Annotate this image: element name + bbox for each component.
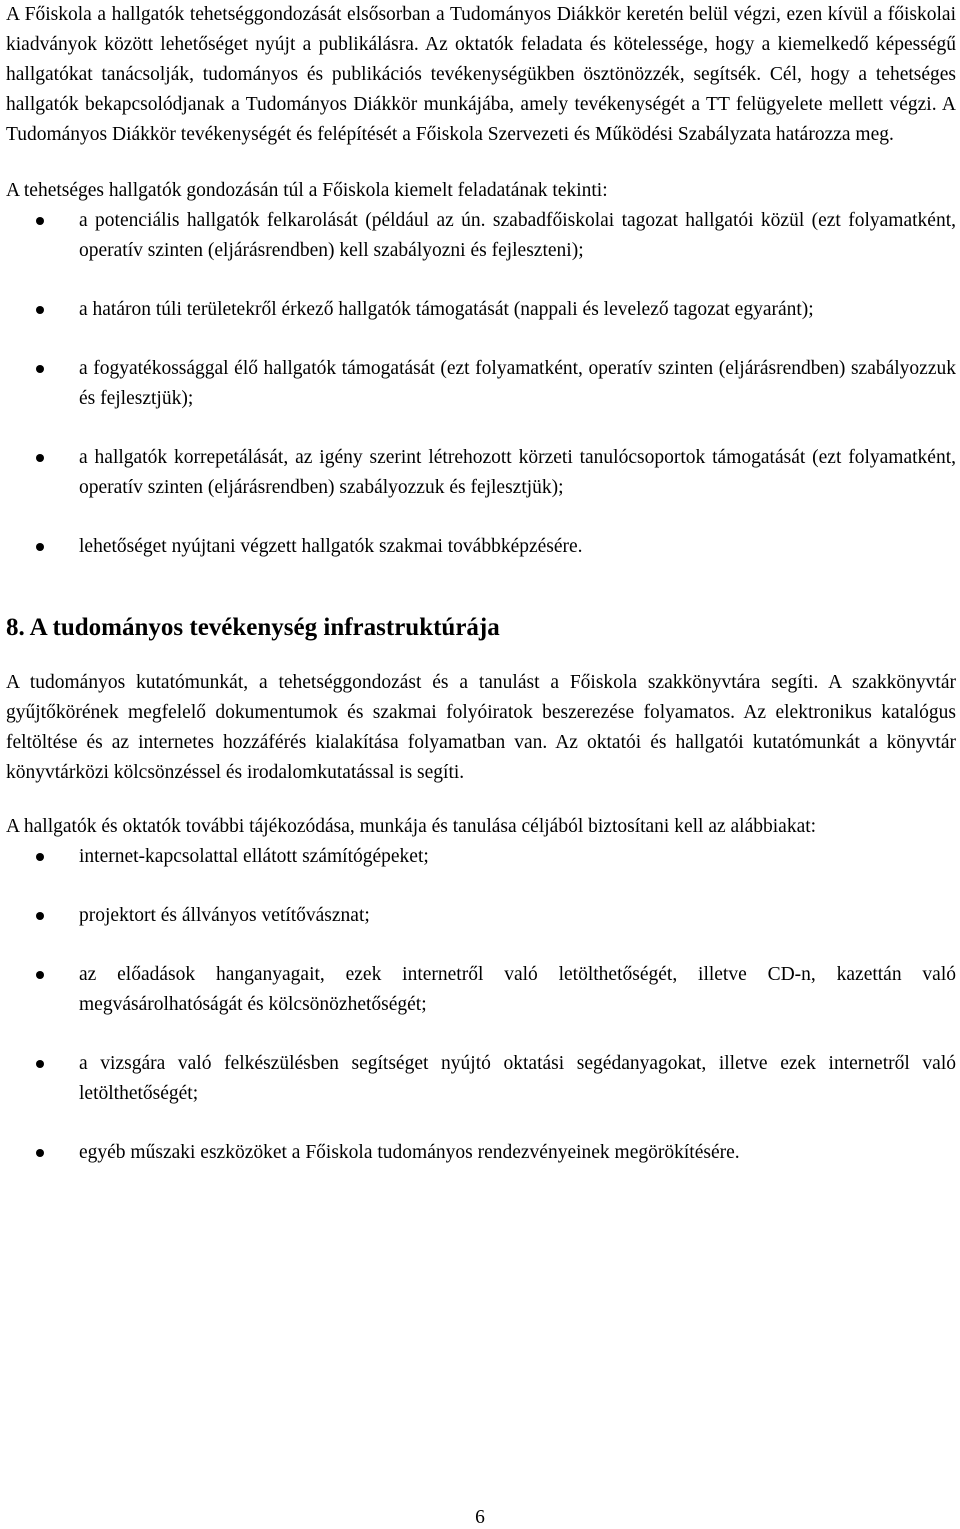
list-item-text: internet-kapcsolattal ellátott számítógépeket; xyxy=(79,846,429,867)
list-item-text: egyéb műszaki eszközöket a Főiskola tudományos rendezvényeinek megörökítésére. xyxy=(79,1142,740,1163)
list-item-text: a potenciális hallgatók felkarolását (például az ún. szabadfőiskolai tagozat hallgatói közül (ezt folyamatként, operatív szinten (eljárásrendben) kell szabályozni és fejleszteni); xyxy=(79,210,956,261)
list-item xyxy=(6,1138,956,1168)
list-item-text: a hallgatók korrepetálását, az igény szerint létrehozott körzeti tanulócsoportok támogatását (ezt folyamatként, operatív szinten (eljárásrendben) szabályozzuk és fejlesztjük); xyxy=(79,447,956,498)
document-page xyxy=(6,0,956,1168)
bullet-icon xyxy=(36,217,44,225)
list-item xyxy=(6,354,956,414)
bullet-icon xyxy=(36,543,44,551)
page-number: 6 xyxy=(475,1507,485,1528)
list-item xyxy=(6,842,956,872)
list-item-text: projektort és állványos vetítővásznat; xyxy=(79,905,370,926)
bullet-icon xyxy=(36,454,44,462)
bullet-icon xyxy=(36,912,44,920)
bullet-icon xyxy=(36,306,44,314)
bullet-icon xyxy=(36,1060,44,1068)
list-item-text: az előadások hanganyagait, ezek internetről való letölthetőségét, illetve CD-n, kazettán való megvásárolhatóságát és kölcsönözhetőségét; xyxy=(79,964,956,1015)
list-item xyxy=(6,901,956,931)
list-item xyxy=(6,206,956,266)
list-item-text: a fogyatékossággal élő hallgatók támogatását (ezt folyamatként, operatív szinten (eljárásrendben) szabályozzuk és fejlesztjük); xyxy=(79,358,956,409)
bullet-icon xyxy=(36,1149,44,1157)
list-item xyxy=(6,960,956,1020)
list-item xyxy=(6,295,956,325)
list-item xyxy=(6,1049,956,1109)
bullet-icon xyxy=(36,853,44,861)
paragraph-library: A tudományos kutatómunkát, a tehetséggondozást és a tanulást a Főiskola szakkönyvtára segíti. A szakkönyvtár gyűjtőkörének megfelelő dokumentumok és szakmai folyóiratok beszerezése folyamatos. Az elektronikus katalógus feltöltése és az internetes hozzáférés kialakítása folyamatban van. Az oktatói és hallgatói kutatómunkát a könyvtár könyvtárközi kölcsönzéssel és irodalomkutatással is segíti. xyxy=(6,672,956,783)
list-item-text: a határon túli területekről érkező hallgatók támogatását (nappali és levelező tagozat egyaránt); xyxy=(79,299,814,320)
list-item-text: a vizsgára való felkészülésben segítséget nyújtó oktatási segédanyagokat, illetve ezek internetről való letölthetőségét; xyxy=(79,1053,956,1104)
paragraph-requirements-intro: A hallgatók és oktatók további tájékozódása, munkája és tanulása céljából biztosítani kell az alábbiakat: xyxy=(6,816,817,837)
section-heading: 8. A tudományos tevékenység infrastruktúrája xyxy=(6,614,500,641)
requirements-list xyxy=(6,842,956,1168)
paragraph-priority-tasks-intro: A tehetséges hallgatók gondozásán túl a Főiskola kiemelt feladatának tekinti: xyxy=(6,180,608,201)
list-item xyxy=(6,443,956,503)
bullet-icon xyxy=(36,971,44,979)
paragraph-talent-care: A Főiskola a hallgatók tehetséggondozását elsősorban a Tudományos Diákkör keretén belül végzi, ezen kívül a főiskolai kiadványok között lehetőséget nyújt a publikálásra. Az oktatók feladata és kötelessége, hogy a kiemelkedő képességű hallgatókat tanácsolják, tudományos és publikációs tevékenységükben ösztönözzék, segítsék. Cél, hogy a tehetséges hallgatók bekapcsolódjanak a Tudományos Diákkör munkájába, amely tevékenységét a TT felügyelete mellett végzi. A Tudományos Diákkör tevékenységét és felépítését a Főiskola Szervezeti és Működési Szabályzata határozza meg. xyxy=(6,4,956,145)
priority-tasks-list xyxy=(6,206,956,562)
list-item xyxy=(6,532,956,562)
list-item-text: lehetőséget nyújtani végzett hallgatók szakmai továbbképzésére. xyxy=(79,536,583,557)
bullet-icon xyxy=(36,365,44,373)
